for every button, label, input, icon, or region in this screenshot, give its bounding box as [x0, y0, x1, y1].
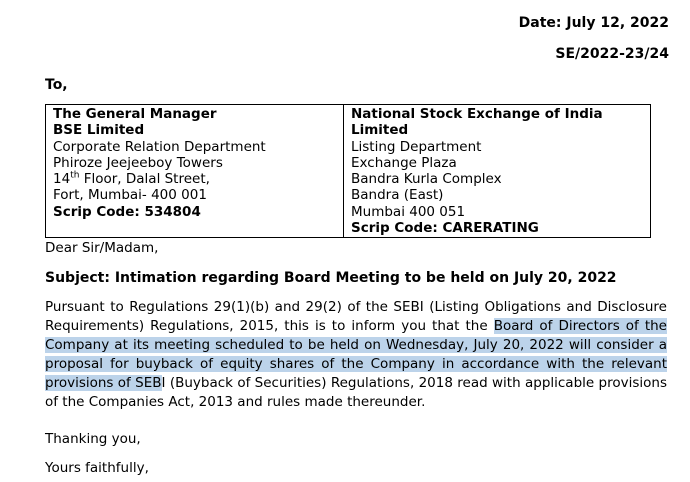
bse-city: Fort, Mumbai- 400 001 [53, 187, 207, 204]
bse-floor-rest: Floor, Dalal Street, [79, 171, 210, 188]
addressee-table [45, 104, 651, 238]
body-paragraph [45, 298, 667, 412]
bse-address-cell [46, 105, 344, 238]
nse-complex: Bandra Kurla Complex [351, 171, 502, 188]
nse-area: Bandra (East) [351, 187, 444, 204]
bse-floor [53, 171, 336, 187]
bse-scrip-code: Scrip Code: 534804 [53, 203, 201, 220]
subject-line: Subject: Intimation regarding Board Meeting to be held on July 20, 2022 [45, 270, 617, 286]
bse-org: BSE Limited [53, 122, 145, 139]
body-text-end: I (Buyback of Securities) Regulations, 2018 read with applicable provisions of the Companies Act, 2013 and rules made thereunder. [45, 375, 668, 410]
bse-dept: Corporate Relation Department [53, 138, 266, 155]
body-text-start: Pursuant to Regulations 29(1)(b) and 29(2) of the SEBI (Listing Obligations and Disclosure Requirements) Regulations, 2015, this is to inform you that the [45, 299, 667, 334]
nse-address-cell [344, 105, 651, 238]
bse-floor-number: 14 [53, 171, 71, 188]
salutation: Dear Sir/Madam, [45, 240, 159, 256]
highlighted-text: Board of Directors of the Company at its meeting scheduled to be held on Wednesday, July 20, 2022 will consider a proposal for buyback of equity shares of the Company in accordance with the relevant provisions of SEB [45, 318, 667, 391]
nse-building: Exchange Plaza [351, 154, 457, 171]
nse-dept: Listing Department [351, 138, 482, 155]
nse-city: Mumbai 400 051 [351, 203, 466, 220]
letter-date: Date: July 12, 2022 [518, 15, 669, 31]
closing-thanks: Thanking you, [45, 431, 141, 447]
to-label: To, [45, 77, 68, 93]
nse-scrip-code: Scrip Code: CARERATING [351, 220, 539, 237]
closing-signoff: Yours faithfully, [45, 460, 149, 476]
bse-title: The General Manager [53, 106, 217, 122]
bse-floor-suffix: th [70, 170, 80, 181]
reference-number: SE/2022-23/24 [555, 46, 669, 62]
bse-building: Phiroze Jeejeeboy Towers [53, 154, 223, 171]
nse-org: National Stock Exchange of India Limited [351, 106, 603, 139]
